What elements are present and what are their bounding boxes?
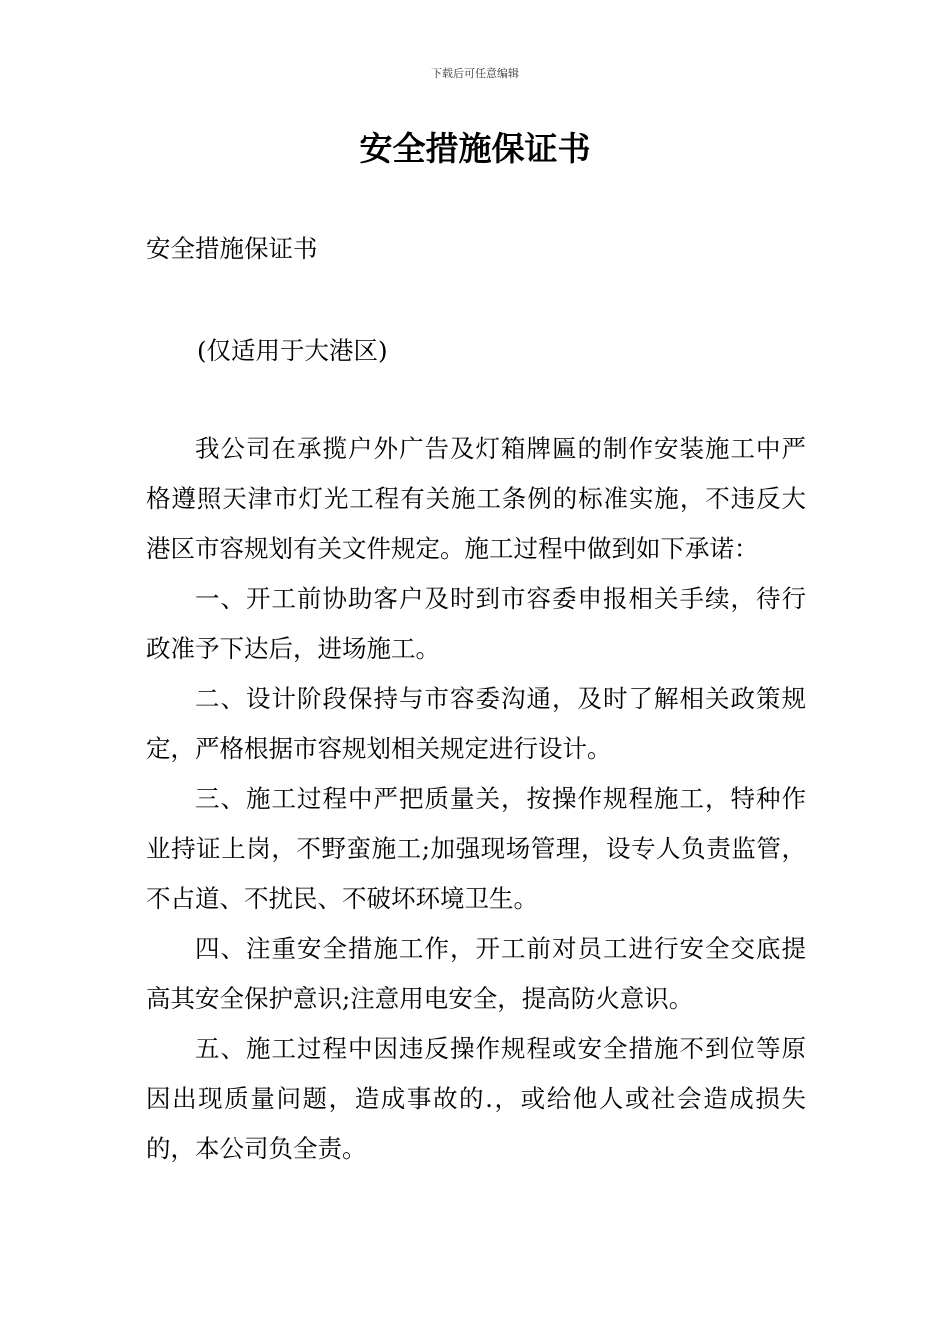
document-title: 安全措施保证书 <box>359 129 591 168</box>
document-body <box>146 424 806 1174</box>
paragraph-item-3: 三、施工过程中严把质量关，按操作规程施工，特种作业持证上岗，不野蛮施工;加强现场管理，设专人负责监管，不占道、不扰民、不破坏环境卫生。 <box>146 784 806 913</box>
paragraph-item-2: 二、设计阶段保持与市容委沟通，及时了解相关政策规定，严格根据市容规划相关规定进行设计。 <box>146 684 806 763</box>
document-subtitle: 安全措施保证书 <box>146 234 318 263</box>
scope-note: (仅适用于大港区) <box>197 336 388 365</box>
paragraph-intro: 我公司在承揽户外广告及灯箱牌匾的制作安装施工中严格遵照天津市灯光工程有关施工条例的标准实施，不违反大港区市容规划有关文件规定。施工过程中做到如下承诺： <box>146 434 806 563</box>
paragraph-item-4: 四、注重安全措施工作，开工前对员工进行安全交底提高其安全保护意识;注意用电安全，提高防火意识。 <box>146 934 806 1013</box>
paragraph-item-1: 一、开工前协助客户及时到市容委申报相关手续，待行政准予下达后，进场施工。 <box>146 584 806 663</box>
watermark-text: 下载后可任意编辑 <box>431 67 519 80</box>
paragraph-item-5: 五、施工过程中因违反操作规程或安全措施不到位等原因出现质量问题，造成事故的.，或给他人或社会造成损失的，本公司负全责。 <box>146 1034 806 1163</box>
